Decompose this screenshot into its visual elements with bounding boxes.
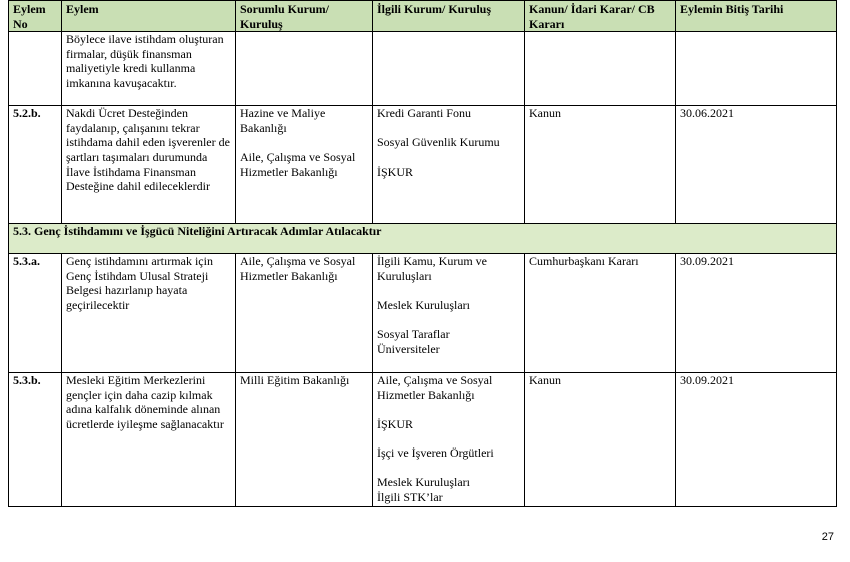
- cell-responsible: Aile, Çalışma ve Sosyal Hizmetler Bakanlığı: [236, 254, 373, 373]
- cell-action: Mesleki Eğitim Merkezlerini gençler için daha cazip kılmak adına kalfalık döneminde alınan ücretlerde iyileşme sağlanacaktır: [62, 373, 236, 507]
- header-eylem-no: Eylem No: [9, 1, 62, 32]
- header-ilgili-kurum: İlgili Kurum/ Kuruluş: [373, 1, 525, 32]
- cell-related: [373, 106, 525, 224]
- responsible-item: Aile, Çalışma ve Sosyal Hizmetler Bakanlığı: [240, 149, 356, 179]
- cell-end-date-empty: [676, 32, 837, 106]
- cell-no: 5.3.b.: [9, 373, 62, 507]
- header-sorumlu-kurum: Sorumlu Kurum/ Kuruluş: [236, 1, 373, 32]
- related-item: İŞKUR: [377, 164, 414, 179]
- action-plan-table: [8, 0, 837, 507]
- header-kanun: Kanun/ İdari Karar/ CB Kararı: [525, 1, 676, 32]
- related-item: Meslek Kuruluşları: [377, 475, 470, 490]
- page-number: 27: [821, 531, 834, 543]
- cell-related: [373, 373, 525, 507]
- table-row-5-2-b: [9, 106, 837, 224]
- header-row: [9, 1, 837, 32]
- cell-responsible: Milli Eğitim Bakanlığı: [236, 373, 373, 507]
- cell-end-date: 30.06.2021: [676, 106, 837, 224]
- cell-law: Kanun: [525, 106, 676, 224]
- cell-law-empty: [525, 32, 676, 106]
- cell-no: 5.2.b.: [9, 106, 62, 224]
- table-row-5-3-a: [9, 254, 837, 373]
- cell-end-date: 30.09.2021: [676, 373, 837, 507]
- cell-law: Kanun: [525, 373, 676, 507]
- related-item: Aile, Çalışma ve Sosyal Hizmetler Bakanlığı: [377, 373, 493, 402]
- related-item: Kredi Garanti Fonu: [377, 106, 471, 121]
- related-item: Meslek Kuruluşları: [377, 297, 470, 312]
- related-item: Sosyal Güvenlik Kurumu: [377, 135, 500, 150]
- related-item: Sosyal Taraflar: [377, 327, 450, 342]
- table-row-continued: [9, 32, 837, 106]
- cell-action: Nakdi Ücret Desteğinden faydalanıp, çalışanını tekrar istihdama dahil eden işverenler de şartları taşımaları durumunda İlave İstihdama Finansman Desteğine dahil edileceklerdir: [62, 106, 236, 224]
- responsible-item: Hazine ve Maliye Bakanlığı: [240, 106, 326, 135]
- cell-related: [373, 254, 525, 373]
- table-row-5-3-b: [9, 373, 837, 507]
- related-item: İlgili Kamu, Kurum ve Kuruluşları: [377, 254, 487, 283]
- section-row-5-3: [9, 224, 837, 254]
- cell-end-date: 30.09.2021: [676, 254, 837, 373]
- cell-law: Cumhurbaşkanı Kararı: [525, 254, 676, 373]
- cell-no-empty: [9, 32, 62, 106]
- related-item: İŞKUR: [377, 416, 414, 431]
- section-title: 5.3. Genç İstihdamını ve İşgücü Niteliğini Artıracak Adımlar Atılacaktır: [9, 224, 837, 254]
- cell-action: Böylece ilave istihdam oluşturan firmalar, düşük finansman maliyetiyle kredi kullanma imkanına kavuşacaktır.: [62, 32, 236, 106]
- cell-responsible-empty: [236, 32, 373, 106]
- cell-action: Genç istihdamını artırmak için Genç İstihdam Ulusal Strateji Belgesi hazırlanıp hayata geçirilecektir: [62, 254, 236, 373]
- related-item: Üniversiteler: [377, 341, 440, 356]
- cell-no: 5.3.a.: [9, 254, 62, 373]
- related-item: İlgili STK’lar: [377, 489, 443, 504]
- related-item: İşçi ve İşveren Örgütleri: [377, 446, 494, 461]
- header-bitis-tarihi: Eylemin Bitiş Tarihi: [676, 1, 837, 32]
- header-eylem: Eylem: [62, 1, 236, 32]
- cell-related-empty: [373, 32, 525, 106]
- cell-responsible: [236, 106, 373, 224]
